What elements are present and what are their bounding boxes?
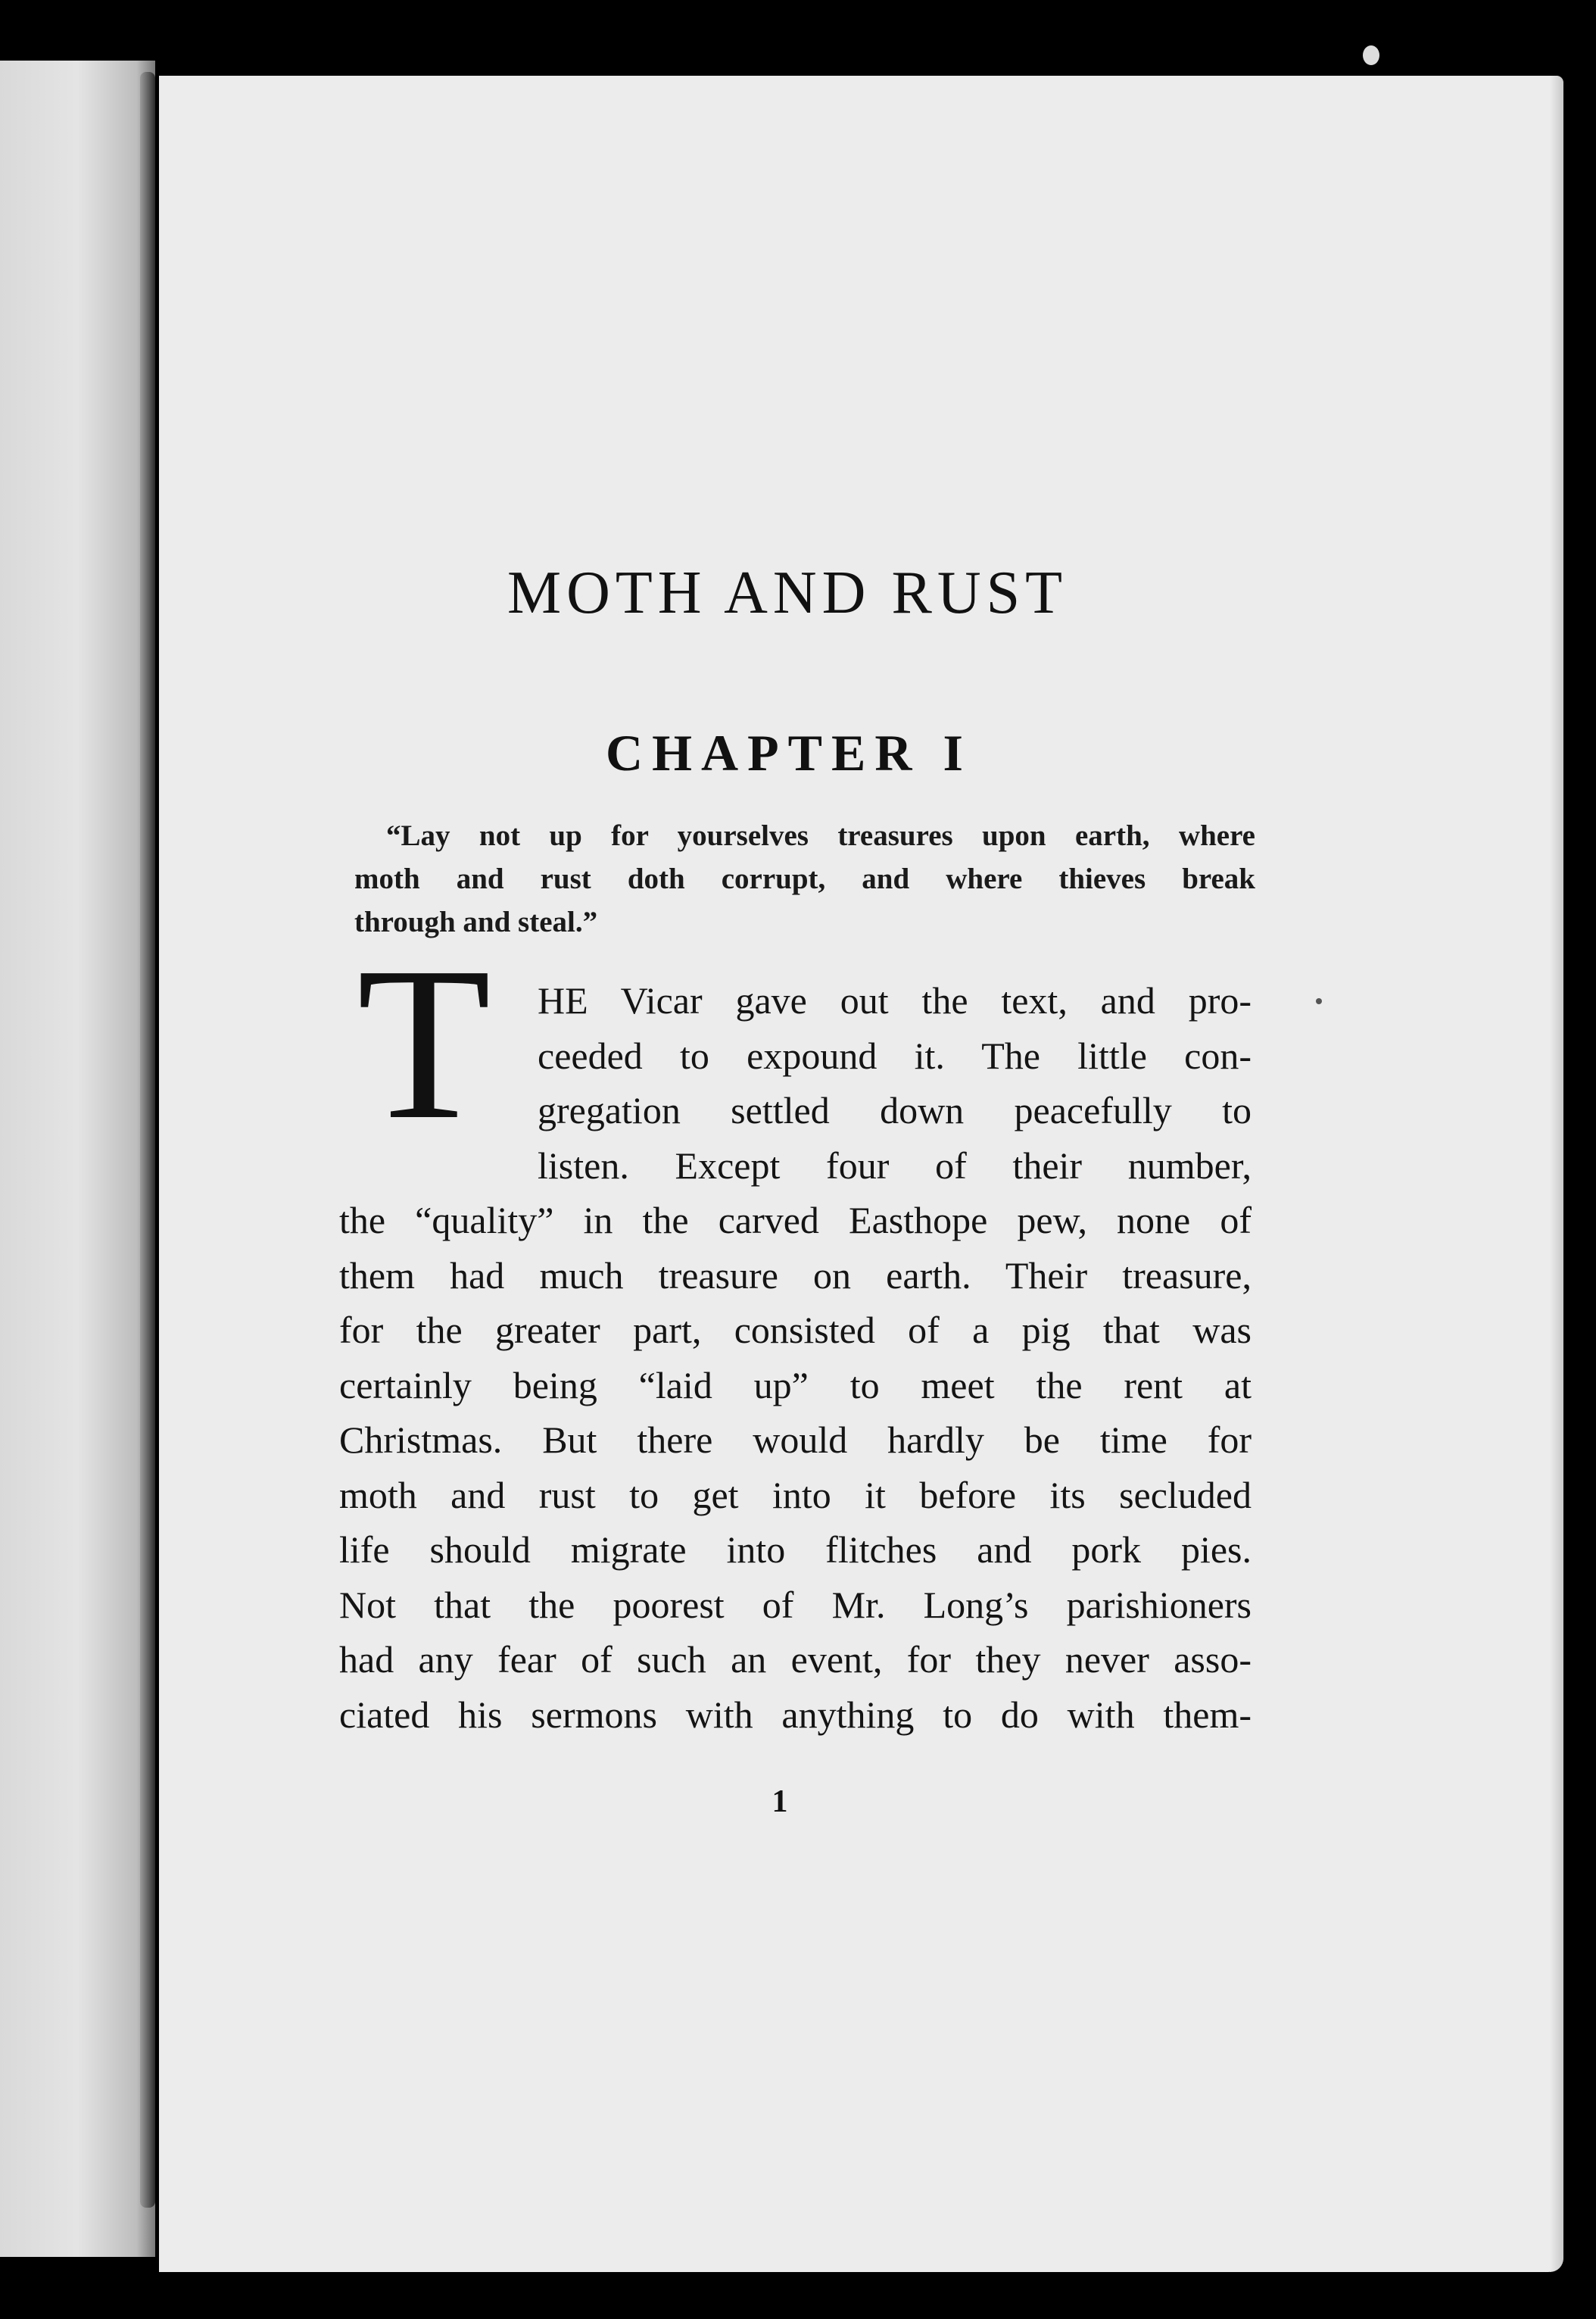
body-text <box>339 973 1252 1742</box>
body-line: life should migrate into flitches and pork pies. <box>339 1528 1252 1571</box>
body-line: gregation settled down peacefully to <box>538 1089 1252 1131</box>
body-line: HE Vicar gave out the text, and pro- <box>538 979 1252 1022</box>
body-line: certainly being “laid up” to meet the rent at <box>339 1363 1252 1406</box>
scan-speck <box>1316 998 1322 1004</box>
facing-page-edge <box>0 61 155 2257</box>
body-line: moth and rust to get into it before its secluded <box>339 1473 1252 1516</box>
epigraph-line: “Lay not up for yourselves treasures upon earth, where <box>386 819 1255 852</box>
body-line: for the greater part, consisted of a pig that was <box>339 1309 1252 1351</box>
scan-speck <box>1363 45 1379 65</box>
epigraph-line: through and steal.” <box>354 906 598 938</box>
body-line: Christmas. But there would hardly be time for <box>339 1419 1252 1461</box>
book-title: MOTH AND RUST <box>507 560 1068 626</box>
body-line: them had much treasure on earth. Their treasure, <box>339 1253 1252 1297</box>
body-line: listen. Except four of their number, <box>538 1144 1252 1187</box>
epigraph-line: moth and rust doth corrupt, and where thieves break <box>354 863 1255 895</box>
body-line: ceeded to expound it. The little con- <box>538 1034 1252 1077</box>
body-line: had any fear of such an event, for they never asso- <box>339 1638 1252 1681</box>
body-line: the “quality” in the carved Easthope pew, none of <box>339 1199 1252 1241</box>
page-number: 1 <box>772 1784 788 1819</box>
drop-cap: T <box>357 922 491 1165</box>
chapter-heading: CHAPTER I <box>606 724 972 782</box>
book-gutter <box>140 72 155 2208</box>
body-line: ciated his sermons with anything to do with them- <box>339 1693 1252 1736</box>
page-edge-shadow <box>1550 76 1563 2272</box>
body-line: Not that the poorest of Mr. Long’s parishioners <box>339 1583 1252 1626</box>
